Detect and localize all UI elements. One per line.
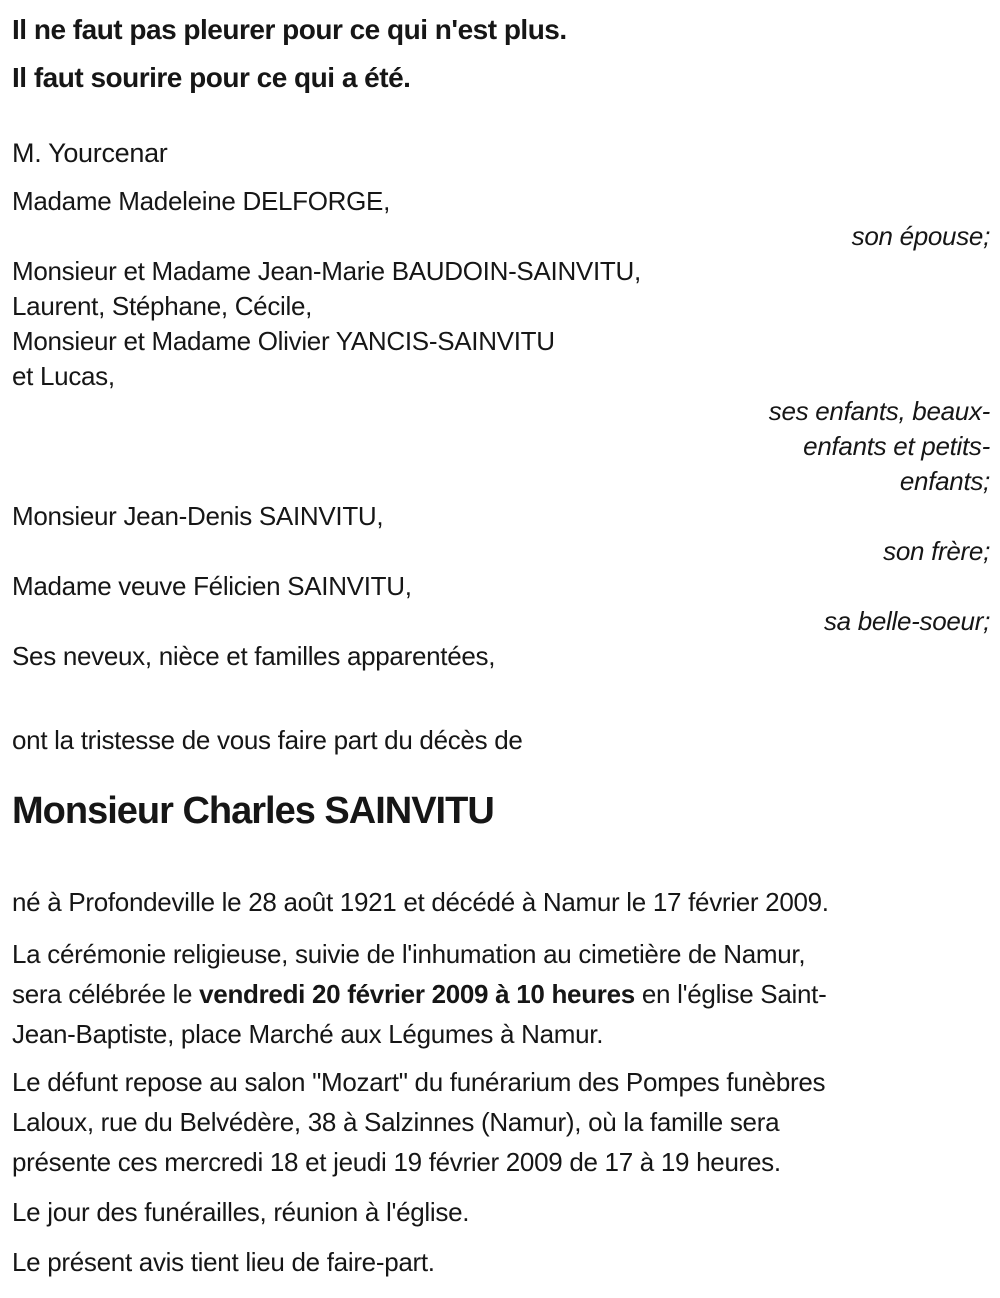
epigraph-line-1: Il ne faut pas pleurer pour ce qui n'est plus. [12, 14, 567, 45]
relative-name: Monsieur Jean-Denis SAINVITU, [12, 501, 384, 531]
epigraph-attribution: M. Yourcenar [12, 138, 168, 168]
relative-name: Laurent, Stéphane, Cécile, [12, 291, 313, 321]
deceased-name: Monsieur Charles SAINVITU [12, 790, 494, 832]
ceremony-datetime: vendredi 20 février 2009 à 10 heures [199, 979, 635, 1009]
relatives-list [12, 184, 990, 674]
repose-paragraph [12, 1062, 990, 1182]
relation-label: enfants et petits- [803, 431, 990, 461]
ceremony-line-3: Jean-Baptiste, place Marché aux Légumes à Namur. [12, 1019, 604, 1049]
relative-name: Ses neveux, nièce et familles apparentées, [12, 641, 496, 671]
funeral-day-note: Le jour des funérailles, réunion à l'église. [12, 1197, 470, 1227]
ceremony-paragraph [12, 934, 990, 1054]
relation-label: enfants; [899, 466, 990, 496]
relation-label: son épouse; [851, 221, 990, 251]
relative-name: Madame veuve Félicien SAINVITU, [12, 571, 412, 601]
birth-death-dates: né à Profondeville le 28 août 1921 et décédé à Namur le 17 février 2009. [12, 887, 829, 917]
relation-label: ses enfants, beaux- [768, 396, 990, 426]
relative-name: Monsieur et Madame Olivier YANCIS-SAINVITU [12, 326, 555, 356]
ceremony-line-1: La cérémonie religieuse, suivie de l'inhumation au cimetière de Namur, [12, 939, 806, 969]
relation-label: sa belle-soeur; [823, 606, 990, 636]
announcement-text: ont la tristesse de vous faire part du décès de [12, 725, 523, 755]
closing-note: Le présent avis tient lieu de faire-part. [12, 1247, 435, 1277]
epigraph [12, 6, 990, 102]
ceremony-line-2-suffix: en l'église Saint- [634, 979, 827, 1009]
relation-label: son frère; [883, 536, 990, 566]
ceremony-line-2 [12, 974, 990, 1014]
relative-name: Monsieur et Madame Jean-Marie BAUDOIN-SAINVITU, [12, 256, 641, 286]
repose-line-2: Laloux, rue du Belvédère, 38 à Salzinnes (Namur), où la famille sera [12, 1107, 780, 1137]
epigraph-line-2: Il faut sourire pour ce qui a été. [12, 62, 411, 93]
ceremony-line-2-prefix: sera célébrée le [12, 979, 200, 1009]
repose-line-3: présente ces mercredi 18 et jeudi 19 février 2009 de 17 à 19 heures. [12, 1147, 781, 1177]
relative-name: et Lucas, [12, 361, 115, 391]
relative-name: Madame Madeleine DELFORGE, [12, 186, 391, 216]
repose-line-1: Le défunt repose au salon "Mozart" du funérarium des Pompes funèbres [12, 1067, 826, 1097]
